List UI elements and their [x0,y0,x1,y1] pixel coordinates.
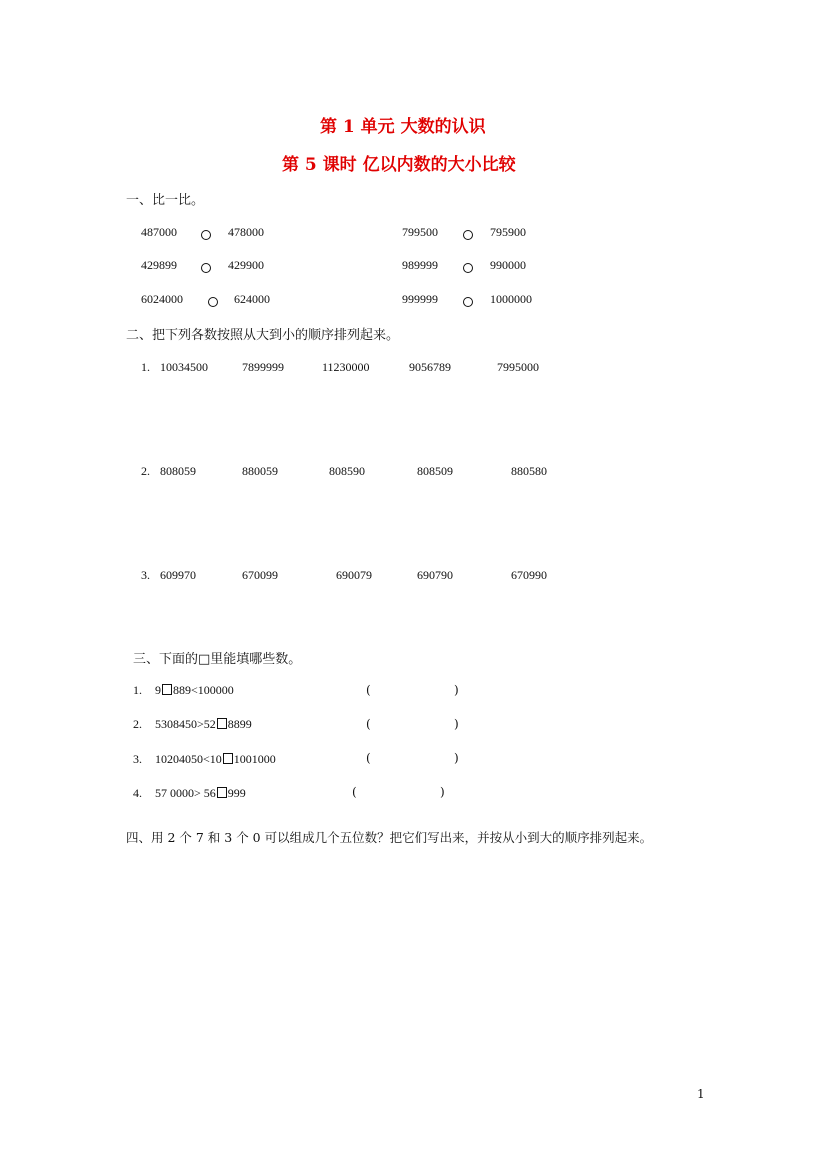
number-value: 7995000 [497,360,539,374]
compare-circle[interactable] [201,257,211,276]
compare-right-b: 1000000 [490,292,532,306]
section1-heading: 一、比一比。 [126,193,205,208]
compare-right-a: 799500 [402,225,438,239]
blank-box[interactable] [217,718,227,729]
answer-field[interactable] [374,682,454,698]
number-value: 670990 [511,568,547,582]
number-value: 808590 [329,464,365,478]
inequality-text: 57 0000> 56 999 [155,786,246,800]
compare-right-b: 795900 [490,225,526,239]
page-number: 1 [697,1087,705,1101]
section2-heading: 二、把下列各数按照从大到小的顺序排列起来。 [126,328,400,343]
blank-box[interactable] [217,787,227,798]
inequality-text: 9 889<100000 [155,683,234,697]
compare-left-b: 624000 [234,292,270,306]
compare-right-a: 989999 [402,258,438,272]
compare-circle[interactable] [463,224,473,243]
row-index: 1. [141,360,150,374]
section4-heading: 四、用 2 个 7 和 3 个 0 可以组成几个五位数？把它们写出来，并按从小到大的顺序排列起来。 [126,830,653,845]
answer-field[interactable] [360,784,440,800]
number-value: 7899999 [242,360,284,374]
compare-circle[interactable] [208,291,218,310]
answer-paren-open: ( [366,683,371,697]
number-value: 10034500 [160,360,208,374]
number-value: 670099 [242,568,278,582]
number-value: 9056789 [409,360,451,374]
answer-paren-open: ( [366,717,371,731]
page-subtitle: 第 5 课时 亿以内数的大小比较 [282,155,516,175]
compare-left-b: 478000 [228,225,264,239]
compare-circle[interactable] [463,291,473,310]
answer-paren-close: ) [454,717,459,731]
compare-left-a: 429899 [141,258,177,272]
number-value: 690079 [336,568,372,582]
inequality-text: 5308450>52 8899 [155,717,252,731]
compare-right-a: 999999 [402,292,438,306]
number-value: 808509 [417,464,453,478]
item-index: 4. [133,786,142,800]
answer-paren-close: ) [454,683,459,697]
item-index: 1. [133,683,142,697]
answer-field[interactable] [374,716,454,732]
blank-box[interactable] [162,684,172,695]
answer-paren-close: ) [440,785,445,799]
answer-paren-open: ( [366,751,371,765]
row-index: 3. [141,568,150,582]
number-value: 880059 [242,464,278,478]
number-value: 609970 [160,568,196,582]
answer-paren-close: ) [454,751,459,765]
number-value: 11230000 [322,360,370,374]
section3-heading: 三、下面的□里能填哪些数。 [133,652,302,667]
blank-box[interactable] [223,753,233,764]
item-index: 3. [133,752,142,766]
compare-circle[interactable] [201,224,211,243]
row-index: 2. [141,464,150,478]
answer-field[interactable] [374,750,454,766]
item-index: 2. [133,717,142,731]
compare-left-b: 429900 [228,258,264,272]
compare-right-b: 990000 [490,258,526,272]
number-value: 690790 [417,568,453,582]
compare-left-a: 6024000 [141,292,183,306]
answer-paren-open: ( [352,785,357,799]
number-value: 808059 [160,464,196,478]
page-title: 第 1 单元 大数的认识 [320,117,486,137]
compare-left-a: 487000 [141,225,177,239]
inequality-text: 10204050<10 1001000 [155,752,276,766]
compare-circle[interactable] [463,257,473,276]
number-value: 880580 [511,464,547,478]
